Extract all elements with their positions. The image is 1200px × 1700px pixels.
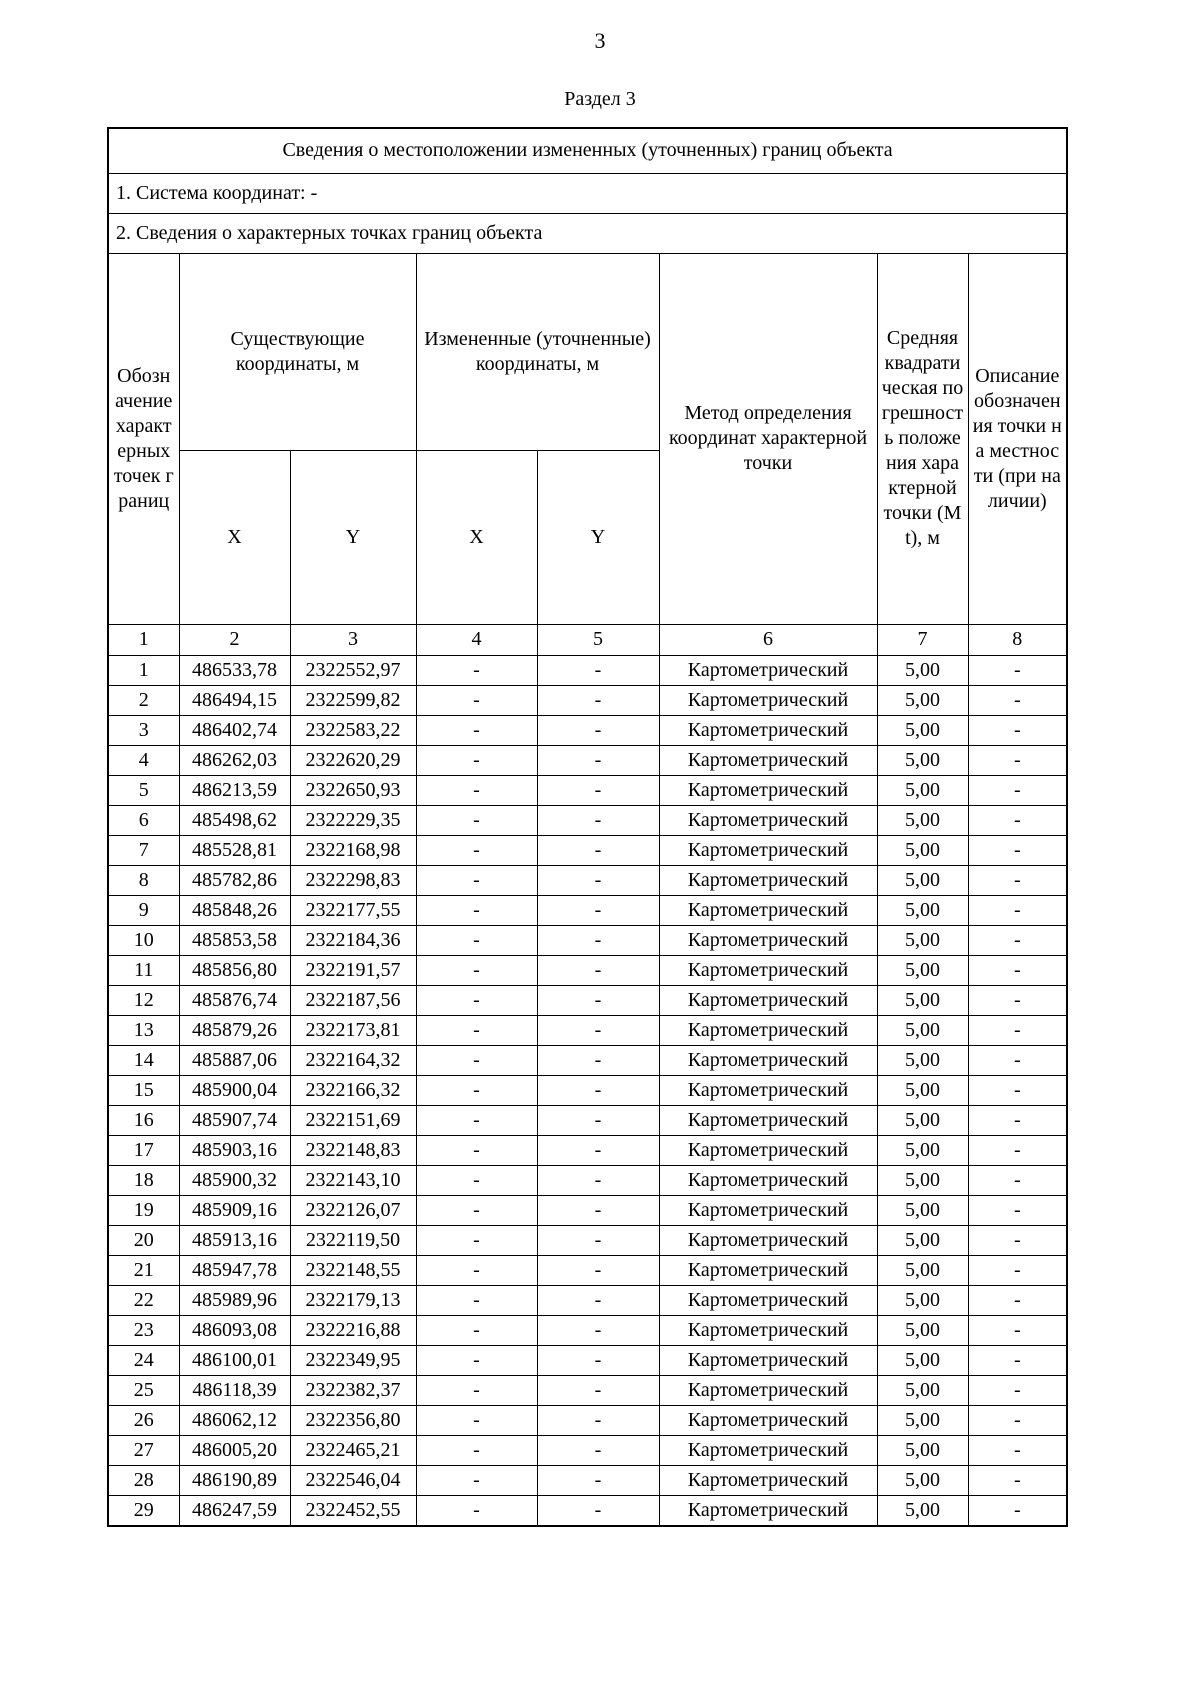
existing-y: 2322119,50 [290,1225,416,1255]
method-cell: Картометрический [659,655,877,685]
changed-y: - [537,1165,659,1195]
existing-y: 2322356,80 [290,1405,416,1435]
point-number: 11 [108,955,179,985]
header-method: Метод определения координат характерной точки [659,253,877,624]
changed-y: - [537,745,659,775]
table-row [108,1405,1067,1435]
coordinate-system-row [108,173,1067,213]
mt-error-cell: 5,00 [877,775,968,805]
table-row [108,745,1067,775]
changed-y: - [537,1465,659,1495]
existing-x: 486262,03 [179,745,290,775]
column-number: 2 [179,624,290,655]
existing-y: 2322164,32 [290,1045,416,1075]
changed-x: - [416,895,537,925]
table-row [108,1465,1067,1495]
table-row [108,1075,1067,1105]
existing-x: 485853,58 [179,925,290,955]
point-number: 18 [108,1165,179,1195]
existing-y: 2322599,82 [290,685,416,715]
existing-x: 485848,26 [179,895,290,925]
point-number: 2 [108,685,179,715]
existing-y: 2322148,55 [290,1255,416,1285]
description-cell: - [968,1135,1067,1165]
changed-x: - [416,775,537,805]
mt-error-cell: 5,00 [877,1105,968,1135]
changed-y: - [537,775,659,805]
changed-y: - [537,985,659,1015]
column-number: 4 [416,624,537,655]
changed-y: - [537,1315,659,1345]
changed-x: - [416,1495,537,1526]
existing-y: 2322148,83 [290,1135,416,1165]
description-cell: - [968,1285,1067,1315]
mt-error-cell: 5,00 [877,805,968,835]
method-cell: Картометрический [659,955,877,985]
table-title: Сведения о местоположении измененных (уточненных) границ объекта [108,128,1067,173]
existing-x: 486213,59 [179,775,290,805]
changed-y: - [537,1345,659,1375]
changed-x: - [416,1465,537,1495]
existing-y: 2322143,10 [290,1165,416,1195]
changed-y: - [537,715,659,745]
header-existing-y: Y [290,450,416,624]
description-cell: - [968,835,1067,865]
changed-y: - [537,655,659,685]
existing-x: 485900,04 [179,1075,290,1105]
existing-y: 2322166,32 [290,1075,416,1105]
table-row [108,1015,1067,1045]
boundaries-table [107,127,1068,1527]
point-number: 24 [108,1345,179,1375]
description-cell: - [968,805,1067,835]
mt-error-cell: 5,00 [877,985,968,1015]
mt-error-cell: 5,00 [877,1195,968,1225]
table-row [108,1435,1067,1465]
description-cell: - [968,1375,1067,1405]
existing-y: 2322552,97 [290,655,416,685]
mt-error-cell: 5,00 [877,655,968,685]
description-cell: - [968,865,1067,895]
table-row [108,1285,1067,1315]
existing-x: 485887,06 [179,1045,290,1075]
existing-x: 485876,74 [179,985,290,1015]
header-description: Описание обозначения точки на местности (при наличии) [968,253,1067,624]
changed-y: - [537,1045,659,1075]
mt-error-cell: 5,00 [877,1495,968,1526]
mt-error-cell: 5,00 [877,1045,968,1075]
method-cell: Картометрический [659,1225,877,1255]
description-cell: - [968,775,1067,805]
point-number: 19 [108,1195,179,1225]
existing-y: 2322546,04 [290,1465,416,1495]
header-mt-error: Средняя квадратическая погрешность положения характерной точки (Mt), м [877,253,968,624]
existing-x: 486062,12 [179,1405,290,1435]
existing-y: 2322191,57 [290,955,416,985]
point-number: 27 [108,1435,179,1465]
point-number: 1 [108,655,179,685]
column-number: 1 [108,624,179,655]
mt-error-cell: 5,00 [877,955,968,985]
page-number: 3 [594,28,606,53]
existing-y: 2322229,35 [290,805,416,835]
changed-y: - [537,835,659,865]
method-cell: Картометрический [659,1165,877,1195]
table-row [108,895,1067,925]
changed-x: - [416,1045,537,1075]
existing-x: 485879,26 [179,1015,290,1045]
point-number: 6 [108,805,179,835]
method-cell: Картометрический [659,1345,877,1375]
column-number: 6 [659,624,877,655]
header-changed-coords: Измененные (уточненные) координаты, м [416,253,659,450]
existing-y: 2322620,29 [290,745,416,775]
table-header-section [108,128,1067,655]
existing-x: 485909,16 [179,1195,290,1225]
changed-x: - [416,1225,537,1255]
method-cell: Картометрический [659,1435,877,1465]
header-changed-y: Y [537,450,659,624]
existing-y: 2322151,69 [290,1105,416,1135]
existing-x: 486190,89 [179,1465,290,1495]
changed-x: - [416,1375,537,1405]
changed-y: - [537,1285,659,1315]
description-cell: - [968,1225,1067,1255]
table-row [108,1045,1067,1075]
method-cell: Картометрический [659,1045,877,1075]
changed-x: - [416,865,537,895]
changed-y: - [537,1435,659,1465]
point-number: 7 [108,835,179,865]
header-point-designation: Обозначение характерных точек границ [108,253,179,624]
existing-y: 2322216,88 [290,1315,416,1345]
existing-x: 485498,62 [179,805,290,835]
table-row [108,1135,1067,1165]
existing-y: 2322126,07 [290,1195,416,1225]
description-cell: - [968,1105,1067,1135]
section-title: Раздел 3 [564,88,636,110]
changed-x: - [416,925,537,955]
description-cell: - [968,1405,1067,1435]
existing-x: 486005,20 [179,1435,290,1465]
changed-x: - [416,805,537,835]
existing-x: 485907,74 [179,1105,290,1135]
existing-y: 2322452,55 [290,1495,416,1526]
existing-y: 2322349,95 [290,1345,416,1375]
existing-x: 485782,86 [179,865,290,895]
point-number: 12 [108,985,179,1015]
mt-error-cell: 5,00 [877,1135,968,1165]
description-cell: - [968,1195,1067,1225]
mt-error-cell: 5,00 [877,715,968,745]
method-cell: Картометрический [659,1405,877,1435]
description-cell: - [968,985,1067,1015]
point-number: 8 [108,865,179,895]
existing-x: 486118,39 [179,1375,290,1405]
table-row [108,1345,1067,1375]
mt-error-cell: 5,00 [877,1465,968,1495]
changed-x: - [416,685,537,715]
mt-error-cell: 5,00 [877,1435,968,1465]
existing-x: 485947,78 [179,1255,290,1285]
description-cell: - [968,715,1067,745]
mt-error-cell: 5,00 [877,835,968,865]
changed-x: - [416,1435,537,1465]
changed-y: - [537,895,659,925]
point-number: 22 [108,1285,179,1315]
table-row [108,1165,1067,1195]
column-numbers-row [108,624,1067,655]
method-cell: Картометрический [659,865,877,895]
mt-error-cell: 5,00 [877,745,968,775]
existing-x: 486402,74 [179,715,290,745]
changed-x: - [416,985,537,1015]
point-number: 25 [108,1375,179,1405]
existing-y: 2322179,13 [290,1285,416,1315]
existing-x: 486533,78 [179,655,290,685]
table-row [108,985,1067,1015]
description-cell: - [968,955,1067,985]
mt-error-cell: 5,00 [877,1165,968,1195]
description-cell: - [968,1495,1067,1526]
description-cell: - [968,1165,1067,1195]
mt-error-cell: 5,00 [877,685,968,715]
point-number: 10 [108,925,179,955]
changed-x: - [416,655,537,685]
method-cell: Картометрический [659,715,877,745]
changed-x: - [416,1135,537,1165]
existing-x: 485528,81 [179,835,290,865]
changed-x: - [416,1195,537,1225]
header-changed-x: X [416,450,537,624]
method-cell: Картометрический [659,925,877,955]
table-row [108,715,1067,745]
method-cell: Картометрический [659,1285,877,1315]
existing-x: 485903,16 [179,1135,290,1165]
mt-error-cell: 5,00 [877,1315,968,1345]
table-row [108,685,1067,715]
changed-y: - [537,865,659,895]
header-existing-coords: Существующие координаты, м [179,253,416,450]
existing-y: 2322173,81 [290,1015,416,1045]
existing-y: 2322184,36 [290,925,416,955]
mt-error-cell: 5,00 [877,865,968,895]
method-cell: Картометрический [659,985,877,1015]
changed-x: - [416,1165,537,1195]
existing-x: 485900,32 [179,1165,290,1195]
method-cell: Картометрический [659,1465,877,1495]
column-number: 3 [290,624,416,655]
mt-error-cell: 5,00 [877,1345,968,1375]
description-cell: - [968,925,1067,955]
description-cell: - [968,1315,1067,1345]
existing-x: 486093,08 [179,1315,290,1345]
mt-error-cell: 5,00 [877,1375,968,1405]
table-row [108,1255,1067,1285]
description-cell: - [968,685,1067,715]
existing-x: 485989,96 [179,1285,290,1315]
table-row [108,805,1067,835]
description-cell: - [968,1045,1067,1075]
existing-x: 485913,16 [179,1225,290,1255]
table-row [108,1495,1067,1526]
changed-y: - [537,1375,659,1405]
table-row [108,1315,1067,1345]
point-number: 21 [108,1255,179,1285]
changed-x: - [416,715,537,745]
changed-y: - [537,1105,659,1135]
description-cell: - [968,745,1067,775]
point-number: 26 [108,1405,179,1435]
changed-x: - [416,1105,537,1135]
point-number: 9 [108,895,179,925]
description-cell: - [968,1345,1067,1375]
point-number: 15 [108,1075,179,1105]
method-cell: Картометрический [659,1195,877,1225]
column-number: 8 [968,624,1067,655]
description-cell: - [968,1015,1067,1045]
changed-x: - [416,1255,537,1285]
changed-y: - [537,1075,659,1105]
method-cell: Картометрический [659,1135,877,1165]
table-row [108,775,1067,805]
table-row [108,1195,1067,1225]
point-number: 3 [108,715,179,745]
existing-x: 485856,80 [179,955,290,985]
point-number: 5 [108,775,179,805]
table-row [108,835,1067,865]
description-cell: - [968,1435,1067,1465]
existing-y: 2322583,22 [290,715,416,745]
changed-x: - [416,745,537,775]
method-cell: Картометрический [659,1315,877,1345]
existing-y: 2322177,55 [290,895,416,925]
existing-y: 2322298,83 [290,865,416,895]
method-cell: Картометрический [659,685,877,715]
table-row [108,955,1067,985]
table-row [108,655,1067,685]
existing-y: 2322187,56 [290,985,416,1015]
mt-error-cell: 5,00 [877,1405,968,1435]
existing-x: 486494,15 [179,685,290,715]
method-cell: Картометрический [659,775,877,805]
changed-y: - [537,1255,659,1285]
changed-x: - [416,955,537,985]
changed-x: - [416,1075,537,1105]
point-number: 28 [108,1465,179,1495]
method-cell: Картометрический [659,805,877,835]
coordinate-system-note: 1. Система координат: - [108,173,1067,213]
method-cell: Картометрический [659,895,877,925]
existing-y: 2322382,37 [290,1375,416,1405]
mt-error-cell: 5,00 [877,895,968,925]
method-cell: Картометрический [659,1015,877,1045]
description-cell: - [968,655,1067,685]
changed-y: - [537,1015,659,1045]
changed-y: - [537,955,659,985]
changed-y: - [537,1225,659,1255]
changed-y: - [537,805,659,835]
header-existing-x: X [179,450,290,624]
changed-y: - [537,1135,659,1165]
method-cell: Картометрический [659,1105,877,1135]
mt-error-cell: 5,00 [877,925,968,955]
point-number: 20 [108,1225,179,1255]
changed-x: - [416,1015,537,1045]
changed-y: - [537,1195,659,1225]
description-cell: - [968,1255,1067,1285]
table-row [108,865,1067,895]
changed-x: - [416,835,537,865]
point-number: 23 [108,1315,179,1345]
mt-error-cell: 5,00 [877,1015,968,1045]
changed-y: - [537,1405,659,1435]
existing-y: 2322465,21 [290,1435,416,1465]
mt-error-cell: 5,00 [877,1255,968,1285]
table-title-row [108,128,1067,173]
point-number: 13 [108,1015,179,1045]
point-number: 29 [108,1495,179,1526]
method-cell: Картометрический [659,1495,877,1526]
description-cell: - [968,1465,1067,1495]
method-cell: Картометрический [659,1375,877,1405]
point-number: 4 [108,745,179,775]
header-row-main [108,253,1067,450]
method-cell: Картометрический [659,745,877,775]
changed-x: - [416,1405,537,1435]
point-number: 17 [108,1135,179,1165]
changed-x: - [416,1345,537,1375]
mt-error-cell: 5,00 [877,1075,968,1105]
description-cell: - [968,895,1067,925]
column-number: 7 [877,624,968,655]
table-row [108,1225,1067,1255]
changed-x: - [416,1315,537,1345]
points-info-row [108,213,1067,253]
mt-error-cell: 5,00 [877,1285,968,1315]
changed-y: - [537,925,659,955]
method-cell: Картометрический [659,1075,877,1105]
points-info-note: 2. Сведения о характерных точках границ объекта [108,213,1067,253]
existing-y: 2322168,98 [290,835,416,865]
existing-x: 486247,59 [179,1495,290,1526]
existing-y: 2322650,93 [290,775,416,805]
mt-error-cell: 5,00 [877,1225,968,1255]
changed-x: - [416,1285,537,1315]
table-body [108,655,1067,1526]
table-row [108,925,1067,955]
changed-y: - [537,1495,659,1526]
changed-y: - [537,685,659,715]
point-number: 14 [108,1045,179,1075]
table-row [108,1105,1067,1135]
method-cell: Картометрический [659,1255,877,1285]
point-number: 16 [108,1105,179,1135]
method-cell: Картометрический [659,835,877,865]
table-row [108,1375,1067,1405]
column-number: 5 [537,624,659,655]
existing-x: 486100,01 [179,1345,290,1375]
description-cell: - [968,1075,1067,1105]
